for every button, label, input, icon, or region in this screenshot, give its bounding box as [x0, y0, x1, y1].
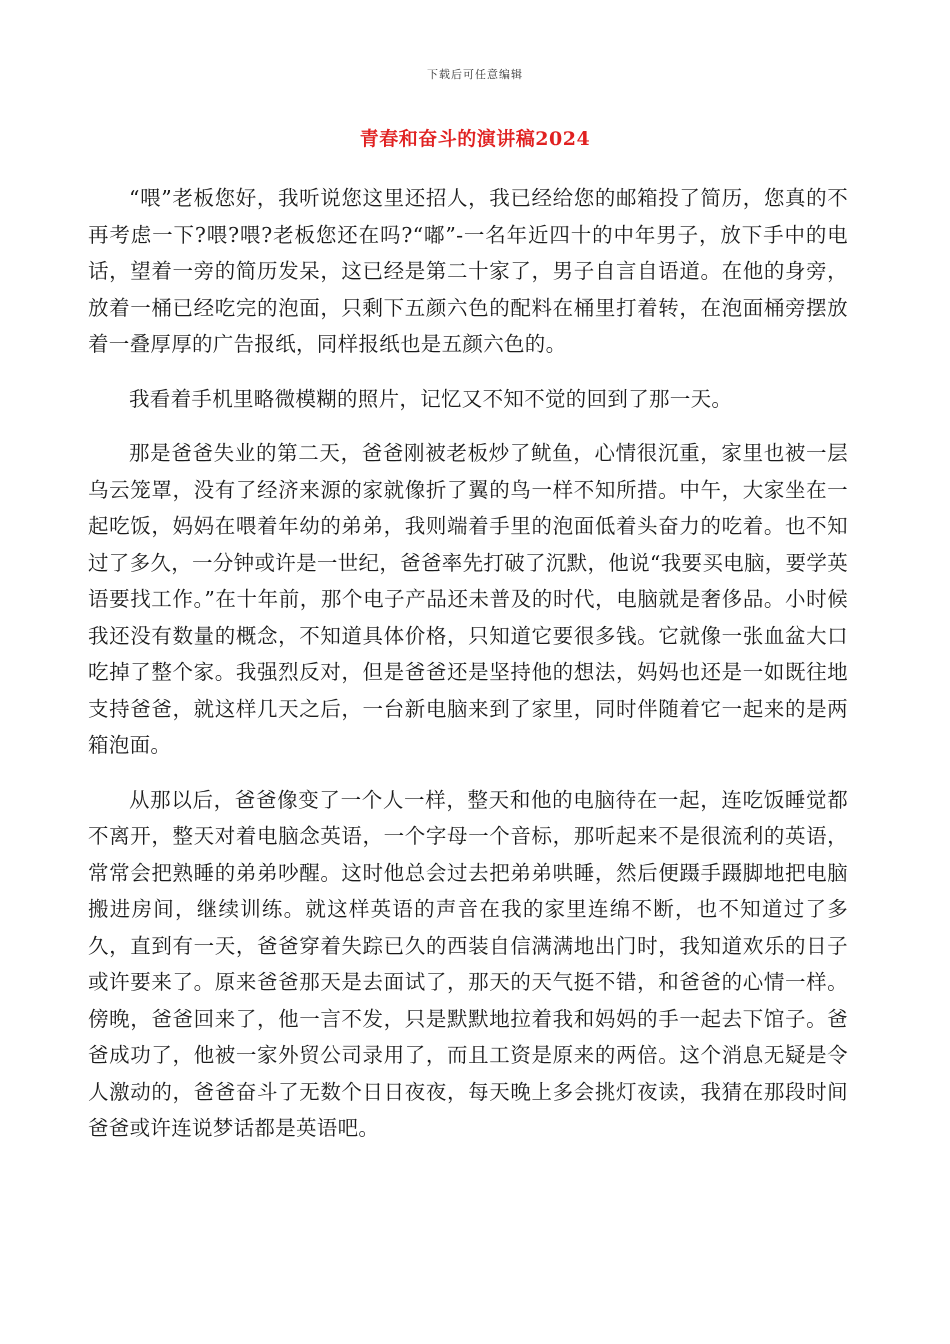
- header-note: 下载后可任意编辑: [427, 68, 523, 81]
- document-body: [88, 180, 848, 1147]
- document-title: 青春和奋斗的演讲稿2024: [359, 128, 591, 150]
- paragraph-4: 从那以后，爸爸像变了一个人一样，整天和他的电脑待在一起，连吃饭睡觉都不离开，整天对着电脑念英语，一个字母一个音标，那听起来不是很流利的英语，常常会把熟睡的弟弟吵醒。这时他总会过去把弟弟哄睡，然后便蹑手蹑脚地把电脑搬进房间，继续训练。就这样英语的声音在我的家里连绵不断，也不知道过了多久，直到有一天，爸爸穿着失踪已久的西装自信满满地出门时，我知道欢乐的日子或许要来了。原来爸爸那天是去面试了，那天的天气挺不错，和爸爸的心情一样。傍晚，爸爸回来了，他一言不发，只是默默地拉着我和妈妈的手一起去下馆子。爸爸成功了，他被一家外贸公司录用了，而且工资是原来的两倍。这个消息无疑是令人激动的，爸爸奋斗了无数个日日夜夜，每天晚上多会挑灯夜读，我猜在那段时间爸爸或许连说梦话都是英语吧。: [88, 787, 848, 1140]
- paragraph-2: 我看着手机里略微模糊的照片，记忆又不知不觉的回到了那一天。: [129, 386, 733, 411]
- paragraph-3: 那是爸爸失业的第二天，爸爸刚被老板炒了鱿鱼，心情很沉重，家里也被一层乌云笼罩，没有了经济来源的家就像折了翼的鸟一样不知所措。中午，大家坐在一起吃饭，妈妈在喂着年幼的弟弟，我则端着手里的泡面低着头奋力的吃着。也不知过了多久，一分钟或许是一世纪，爸爸率先打破了沉默，他说“我要买电脑，要学英语要找工作。”在十年前，那个电子产品还未普及的时代，电脑就是奢侈品。小时候我还没有数量的概念，不知道具体价格，只知道它要很多钱。它就像一张血盆大口吃掉了整个家。我强烈反对，但是爸爸还是坚持他的想法，妈妈也还是一如既往地支持爸爸，就这样几天之后，一台新电脑来到了家里，同时伴随着它一起来的是两箱泡面。: [88, 441, 848, 757]
- paragraph-1: “喂”老板您好，我听说您这里还招人，我已经给您的邮箱投了简历，您真的不再考虑一下?喂?喂?老板您还在吗?“嘟”-一名年近四十的中年男子，放下手中的电话，望着一旁的简历发呆，这已经是第二十家了，男子自言自语道。在他的身旁，放着一桶已经吃完的泡面，只剩下五颜六色的配料在桶里打着转，在泡面桶旁摆放着一叠厚厚的广告报纸，同样报纸也是五颜六色的。: [88, 186, 848, 356]
